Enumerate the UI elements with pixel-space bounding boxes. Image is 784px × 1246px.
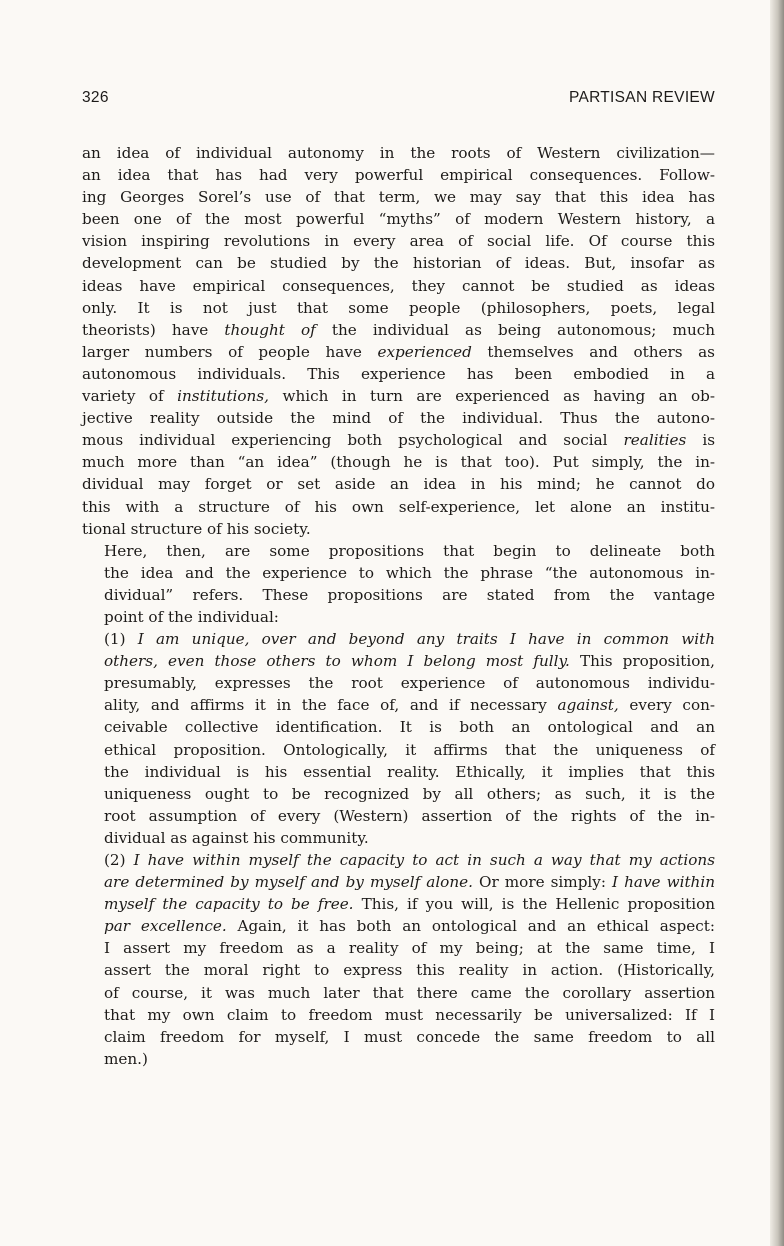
running-header	[82, 89, 715, 107]
text-line	[82, 275, 715, 297]
text-line	[82, 1048, 715, 1070]
text-run: Here, then, are some propositions that begin to delineate both	[104, 541, 715, 560]
text-run: claim freedom for myself, I must concede the same freedom to all	[104, 1027, 715, 1046]
text-line	[82, 186, 715, 208]
text-line	[82, 562, 715, 584]
text-run: the individual as being autonomous; much	[315, 320, 716, 339]
text-run: dividual may forget or set aside an idea in his mind; he cannot do	[82, 475, 715, 494]
text-run: This proposition,	[569, 652, 715, 671]
text-run: this with a structure of his own self-experience, let alone an institu-	[82, 497, 715, 516]
text-line	[82, 959, 715, 981]
text-run: every con-	[618, 696, 715, 715]
text-run: ality, and affirms it in the face of, and if necessary	[104, 696, 558, 715]
text-run: an idea that has had very powerful empirical consequences. Follow-	[82, 166, 715, 185]
text-line	[82, 672, 715, 694]
text-run: dividual” refers. These propositions are stated from the vantage	[104, 585, 715, 604]
text-line	[82, 363, 715, 385]
text-run: (1)	[104, 630, 138, 649]
text-line	[82, 407, 715, 429]
text-line	[82, 142, 715, 164]
page-edge-shadow	[770, 0, 784, 1246]
text-line	[82, 451, 715, 473]
text-run: themselves and others as	[471, 342, 715, 361]
text-run: I assert my freedom as a reality of my being; at the same time, I	[104, 939, 715, 958]
text-line	[82, 783, 715, 805]
text-line	[82, 164, 715, 186]
text-line	[82, 849, 715, 871]
text-run: uniqueness ought to be recognized by all others; as such, it is the	[104, 784, 715, 803]
text-line	[82, 518, 715, 540]
text-run: ceivable collective identification. It is both an ontological and an	[104, 718, 715, 737]
text-run: ethical proposition. Ontologically, it affirms that the uniqueness of	[104, 740, 715, 759]
text-line	[82, 341, 715, 363]
text-line	[82, 1026, 715, 1048]
text-line	[82, 496, 715, 518]
text-run: Again, it has both an ontological and an ethical aspect:	[226, 917, 715, 936]
text-run: autonomous individuals. This experience has been embodied in a	[82, 364, 715, 383]
text-line	[82, 716, 715, 738]
body-text	[82, 142, 715, 1070]
text-line	[82, 208, 715, 230]
text-run: is	[686, 431, 715, 450]
text-line	[82, 606, 715, 628]
paragraph	[82, 628, 715, 849]
italic-text: experienced	[377, 342, 472, 361]
text-run: theorists) have	[82, 320, 225, 339]
text-run: ing Georges Sorel’s use of that term, we may say that this idea has	[82, 188, 715, 207]
text-run: presumably, expresses the root experience of autonomous individu-	[104, 674, 715, 693]
text-line	[82, 385, 715, 407]
text-line	[82, 871, 715, 893]
text-line	[82, 1004, 715, 1026]
italic-text: institutions,	[177, 387, 269, 406]
text-line	[82, 694, 715, 716]
text-run: dividual as against his community.	[104, 828, 369, 847]
text-line	[82, 650, 715, 672]
text-run: vision inspiring revolutions in every area of social life. Of course this	[82, 232, 715, 251]
page-number: 326	[82, 89, 109, 106]
text-line	[82, 739, 715, 761]
paragraph	[82, 849, 715, 1070]
italic-text: are determined by myself and by myself alone.	[104, 873, 473, 892]
text-run: development can be studied by the historian of ideas. But, insofar as	[82, 254, 715, 273]
italic-text: thought of	[224, 320, 316, 339]
text-line	[82, 893, 715, 915]
text-run: root assumption of every (Western) assertion of the rights of the in-	[104, 806, 715, 825]
italic-text: against,	[557, 696, 619, 715]
text-run: point of the individual:	[104, 607, 279, 626]
text-run: Or more simply:	[472, 873, 613, 892]
text-run: men.)	[104, 1049, 148, 1068]
italic-text: I am unique, over and beyond any traits I have in common with	[137, 630, 715, 649]
text-line	[82, 805, 715, 827]
paragraph	[82, 540, 715, 628]
document-page	[82, 89, 715, 1070]
text-run: which in turn are experienced as having an ob-	[268, 387, 715, 406]
text-line	[82, 429, 715, 451]
text-line	[82, 827, 715, 849]
text-line	[82, 252, 715, 274]
text-run: ideas have empirical consequences, they cannot be studied as ideas	[82, 276, 715, 295]
text-run: of course, it was much later that there came the corollary assertion	[104, 983, 715, 1002]
text-run: larger numbers of people have	[82, 342, 378, 361]
text-run: variety of	[82, 387, 178, 406]
italic-text: par excellence.	[104, 917, 227, 936]
text-line	[82, 982, 715, 1004]
text-run: that my own claim to freedom must necessarily be universalized: If I	[104, 1005, 715, 1024]
text-run: an idea of individual autonomy in the roots of Western civilization—	[82, 144, 715, 162]
text-line	[82, 584, 715, 606]
text-run: the individual is his essential reality. Ethically, it implies that this	[104, 762, 715, 781]
text-run: This, if you will, is the Hellenic proposition	[353, 895, 716, 914]
text-run: much more than “an idea” (though he is that too). Put simply, the in-	[82, 453, 715, 472]
text-run: tional structure of his society.	[82, 519, 311, 538]
italic-text: myself the capacity to be free.	[104, 895, 354, 914]
text-line	[82, 297, 715, 319]
paragraph	[82, 142, 715, 540]
text-line	[82, 540, 715, 562]
text-line	[82, 937, 715, 959]
text-run: only. It is not just that some people (philosophers, poets, legal	[82, 298, 715, 317]
italic-text: realities	[623, 431, 687, 450]
text-run: jective reality outside the mind of the individual. Thus the autono-	[82, 409, 715, 428]
text-line	[82, 628, 715, 650]
italic-text: I have within myself the capacity to act in such a way that my actions	[133, 851, 715, 869]
journal-title: PARTISAN REVIEW	[568, 89, 715, 106]
text-run: mous individual experiencing both psychological and social	[82, 431, 624, 450]
text-run: (2)	[104, 851, 134, 869]
text-run: assert the moral right to express this reality in action. (Historically,	[104, 961, 715, 980]
text-line	[82, 319, 715, 341]
text-run: been one of the most powerful “myths” of modern Western history, a	[82, 210, 715, 229]
text-line	[82, 230, 715, 252]
text-run: the idea and the experience to which the phrase “the autonomous in-	[104, 563, 715, 582]
italic-text: others, even those others to whom I belong most fully.	[104, 652, 570, 671]
italic-text: I have within	[612, 873, 715, 892]
text-line	[82, 761, 715, 783]
text-line	[82, 915, 715, 937]
text-line	[82, 473, 715, 495]
